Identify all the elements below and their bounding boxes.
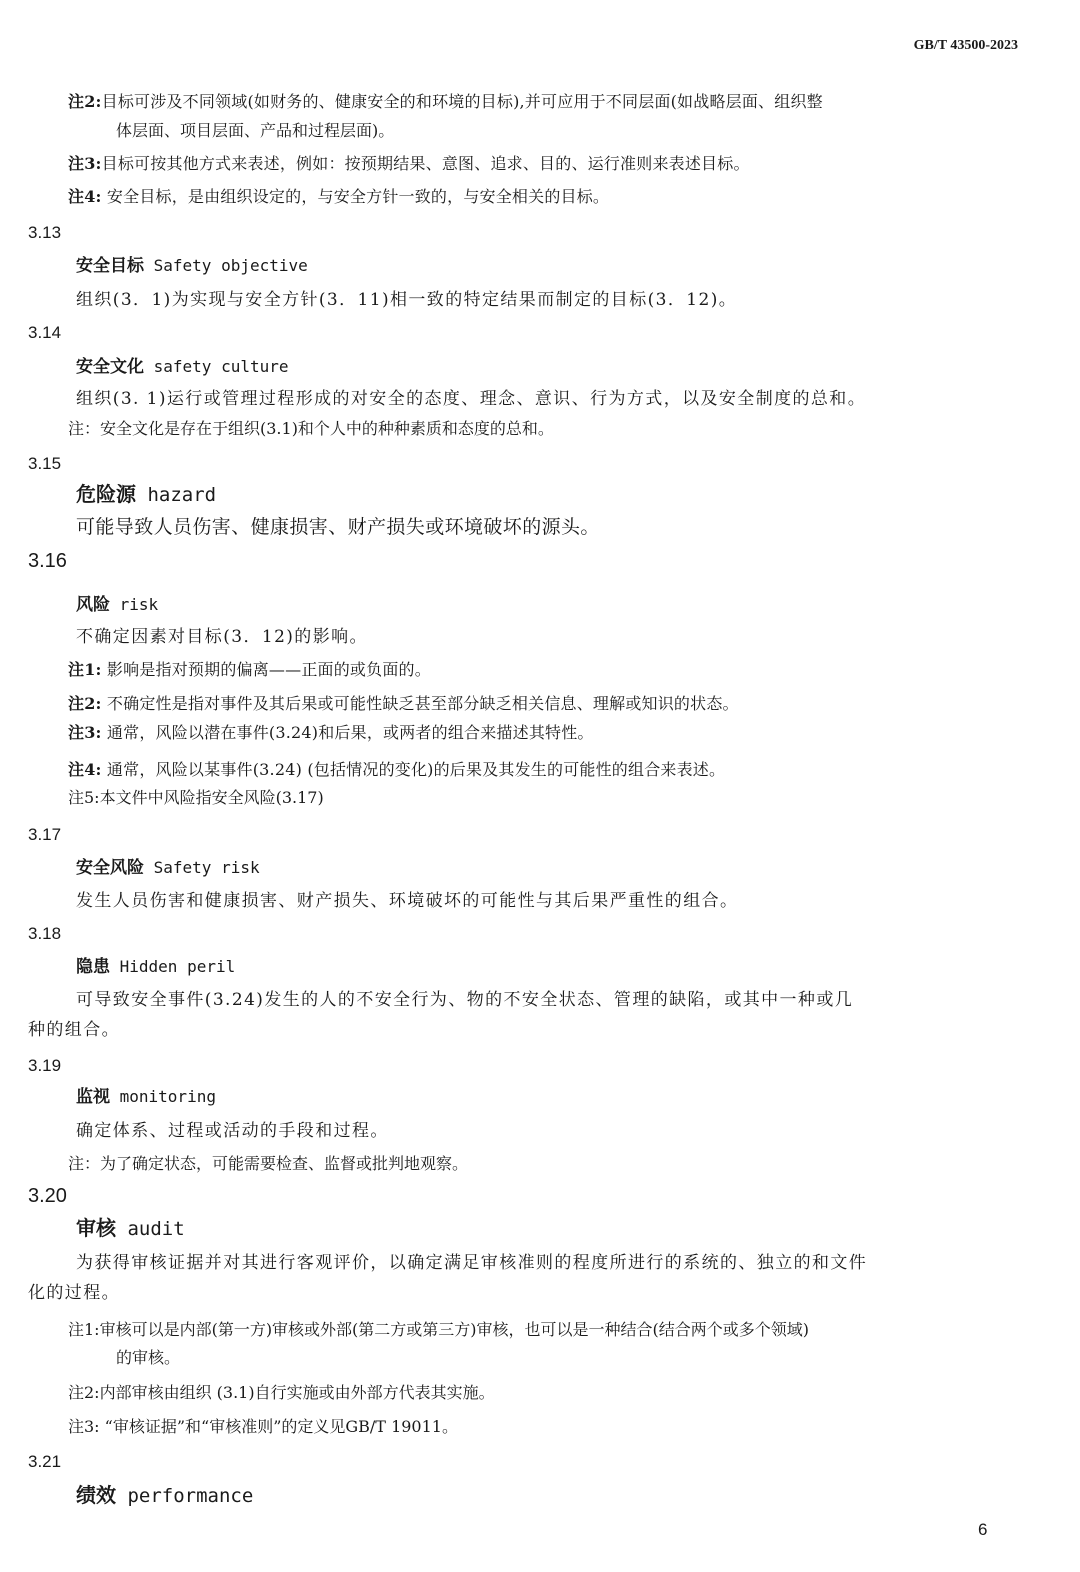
- term-zh: 安全目标: [76, 256, 144, 276]
- term-heading: [76, 355, 289, 379]
- note-text: 不确定性是指对事件及其后果或可能性缺乏甚至部分缺乏相关信息、理解或知识的状态。: [101, 694, 739, 713]
- note-continuation: 的审核。: [116, 1348, 181, 1367]
- term-zh: 隐患: [76, 957, 110, 977]
- definition-continuation: 化的过程。: [28, 1283, 120, 1303]
- definition: 为获得审核证据并对其进行客观评价，以确定满足审核准则的程度所进行的系统的、独立的和文件: [76, 1253, 868, 1273]
- term-zh: 危险源: [76, 482, 136, 506]
- term-en: risk: [110, 595, 159, 614]
- note-label: 注3:: [68, 723, 102, 742]
- note-line: [68, 90, 823, 114]
- definition: 确定体系、过程或活动的手段和过程。: [76, 1121, 389, 1141]
- note-label: 注2:: [68, 92, 102, 111]
- note-text: 通常，风险以某事件(3.24) (包括情况的变化)的后果及其发生的可能性的组合来表述。: [101, 760, 726, 779]
- term-zh: 安全风险: [76, 858, 144, 878]
- term-heading: [76, 482, 216, 507]
- clause-number: 3.14: [28, 323, 62, 342]
- note-text: 目标可涉及不同领域(如财务的、健康安全的和环境的目标),并可应用于不同层面(如战略层面、组织整: [101, 92, 823, 111]
- clause-number: 3.19: [28, 1056, 62, 1075]
- term-heading: [76, 254, 308, 278]
- term-heading: [76, 1483, 253, 1508]
- definition: 可能导致人员伤害、健康损害、财产损失或环境破坏的源头。: [76, 516, 600, 538]
- clause-number: 3.20: [28, 1185, 67, 1207]
- note-line: 注1:审核可以是内部(第一方)审核或外部(第二方或第三方)审核，也可以是一种结合(结合两个或多个领域): [68, 1320, 810, 1339]
- note-label: 注1:: [68, 660, 102, 679]
- clause-number: 3.21: [28, 1452, 62, 1471]
- definition: 发生人员伤害和健康损害、财产损失、环境破坏的可能性与其后果严重性的组合。: [76, 891, 739, 911]
- term-heading: [76, 856, 260, 880]
- note-text: 影响是指对预期的偏离——正面的或负面的。: [101, 660, 431, 679]
- note-line: 注：为了确定状态，可能需要检查、监督或批判地观察。: [68, 1154, 469, 1173]
- clause-number: 3.17: [28, 825, 62, 844]
- term-en: audit: [116, 1218, 185, 1240]
- note-text: 安全目标，是由组织设定的，与安全方针一致的，与安全相关的目标。: [101, 187, 610, 206]
- clause-number: 3.15: [28, 454, 62, 473]
- term-en: performance: [116, 1485, 254, 1507]
- term-heading: [76, 1216, 185, 1241]
- note-label: 注3:: [68, 154, 102, 173]
- note-label: 注2:: [68, 694, 102, 713]
- note-continuation: 体层面、项目层面、产品和过程层面)。: [116, 121, 395, 140]
- note-line: [68, 185, 609, 209]
- note-label: 注4:: [68, 760, 102, 779]
- clause-number: 3.13: [28, 223, 62, 242]
- note-line: 注：安全文化是存在于组织(3.1)和个人中的种种素质和态度的总和。: [68, 419, 554, 438]
- definition: 可导致安全事件(3.24)发生的人的不安全行为、物的不安全状态、管理的缺陷，或其中一种或几: [76, 990, 854, 1010]
- term-zh: 绩效: [76, 1483, 116, 1507]
- note-line: [68, 658, 431, 682]
- clause-number: 3.18: [28, 924, 62, 943]
- term-heading: [76, 1085, 216, 1109]
- term-zh: 监视: [76, 1087, 110, 1107]
- definition-continuation: 种的组合。: [28, 1020, 120, 1040]
- term-en: hazard: [136, 484, 217, 506]
- note-line: [68, 721, 594, 745]
- term-heading: [76, 955, 235, 979]
- note-line: 注5:本文件中风险指安全风险(3.17): [68, 788, 324, 807]
- note-line: [68, 758, 725, 782]
- term-heading: [76, 593, 158, 617]
- definition: 不确定因素对目标(3．12)的影响。: [76, 627, 368, 647]
- note-line: 注3: “审核证据”和“审核准则”的定义见GB/T 19011。: [68, 1417, 458, 1436]
- note-label: 注4:: [68, 187, 102, 206]
- term-zh: 审核: [76, 1216, 116, 1240]
- term-en: Hidden peril: [110, 957, 236, 976]
- note-line: [68, 692, 739, 716]
- note-line: [68, 152, 750, 176]
- standard-code: GB/T 43500-2023: [913, 38, 1018, 53]
- note-text: 目标可按其他方式来表述，例如：按预期结果、意图、追求、目的、运行准则来表述目标。: [101, 154, 750, 173]
- term-en: safety culture: [144, 357, 289, 376]
- term-en: Safety risk: [144, 858, 260, 877]
- term-zh: 安全文化: [76, 357, 144, 377]
- note-line: 注2:内部审核由组织 (3.1)自行实施或由外部方代表其实施。: [68, 1383, 495, 1402]
- definition: 组织(3．1)为实现与安全方针(3．11)相一致的特定结果而制定的目标(3．12)。: [76, 290, 738, 310]
- clause-number: 3.16: [28, 550, 67, 572]
- term-en: Safety objective: [144, 256, 308, 275]
- term-en: monitoring: [110, 1087, 216, 1106]
- page-number: 6: [978, 1520, 988, 1539]
- definition: 组织(3. 1)运行或管理过程形成的对安全的态度、理念、意识、行为方式，以及安全制度的总和。: [76, 389, 867, 409]
- term-zh: 风险: [76, 595, 110, 615]
- note-text: 通常，风险以潜在事件(3.24)和后果，或两者的组合来描述其特性。: [101, 723, 594, 742]
